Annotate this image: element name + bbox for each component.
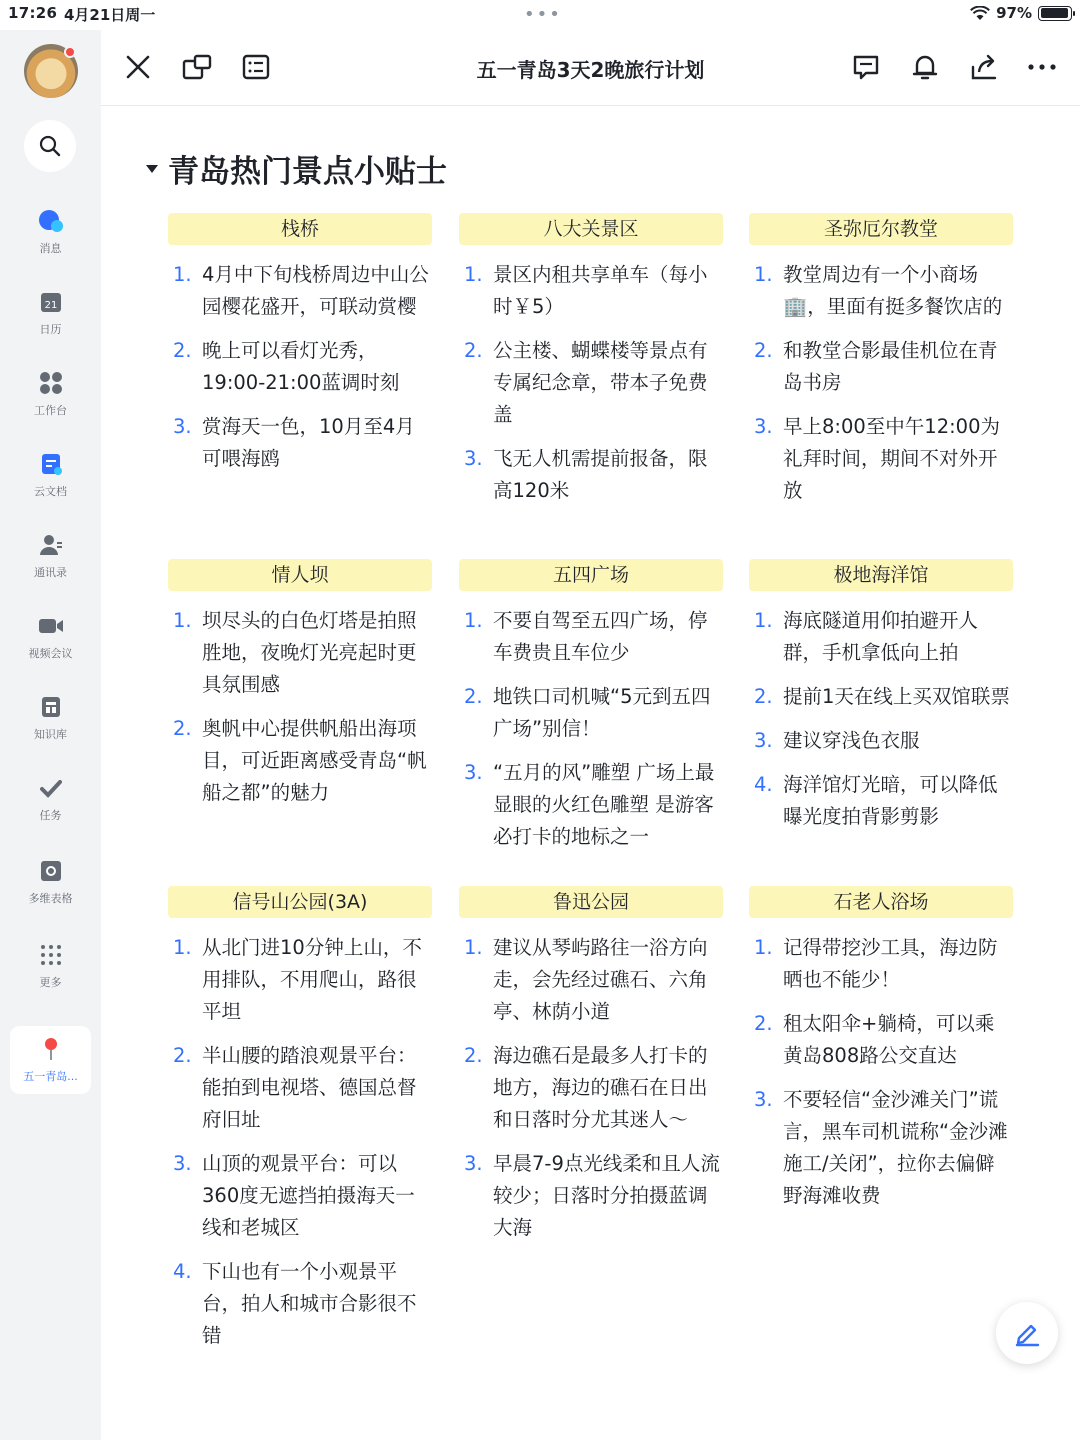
sidebar-item-label: 消息 (39, 242, 62, 255)
tip-text: 海底隧道用仰拍避开人群，手机拿低向上拍 (783, 609, 979, 664)
list-number: 3. (754, 415, 773, 438)
list-number: 3. (754, 729, 773, 752)
sidebar-item-base[interactable] (0, 858, 101, 906)
spot-title: 鲁迅公园 (459, 886, 723, 918)
document-icon (38, 451, 64, 477)
sidebar-item-contacts[interactable] (0, 532, 101, 580)
collapse-caret-icon[interactable] (146, 165, 158, 173)
list-number: 1. (754, 609, 773, 632)
list-item (459, 681, 723, 745)
tip-text: 晚上可以看灯光秀，19:00-21:00蓝调时刻 (202, 339, 400, 394)
more-horizontal-icon (1027, 63, 1057, 71)
tips-list (459, 605, 723, 853)
wifi-icon (970, 6, 990, 21)
list-number: 3. (464, 761, 483, 784)
list-item (749, 1084, 1013, 1212)
tip-text: 赏海天一色，10月至4月可喂海鸥 (202, 415, 415, 470)
list-item (168, 932, 432, 1028)
status-time: 17:26 (8, 4, 58, 22)
list-item (168, 713, 432, 809)
spot-title: 情人坝 (168, 559, 432, 591)
more-dots-icon (38, 942, 64, 968)
sidebar-item-more[interactable] (0, 942, 101, 990)
edit-button[interactable] (996, 1302, 1058, 1364)
tip-text: “五月的风”雕塑 广场上最显眼的火红色雕塑 是游客必打卡的地标之一 (493, 761, 715, 848)
list-number: 2. (173, 339, 192, 362)
list-item (749, 335, 1013, 399)
list-number: 2. (754, 685, 773, 708)
list-number: 2. (754, 1012, 773, 1035)
list-number: 2. (464, 685, 483, 708)
outline-button[interactable] (239, 50, 273, 84)
list-item (459, 757, 723, 853)
comment-icon (852, 54, 880, 80)
task-check-icon (38, 775, 64, 801)
tip-text: 地铁口司机喊“5元到五四广场”别信！ (493, 685, 711, 740)
list-item (168, 1040, 432, 1136)
list-item (749, 259, 1013, 323)
sidebar-item-label: 知识库 (34, 728, 67, 741)
list-item (459, 932, 723, 1028)
tip-text: 教堂周边有一个小商场🏢，里面有挺多餐饮店的 (783, 263, 1003, 318)
location-pin-icon (38, 1036, 64, 1062)
tip-text: 下山也有一个小观景平台，拍人和城市合影很不错 (202, 1260, 417, 1347)
tip-text: 公主楼、蝴蝶楼等景点有专属纪念章，带本子免费盖 (493, 339, 708, 426)
tip-text: 奥帆中心提供帆船出海项目，可近距离感受青岛“帆船之都”的魅力 (202, 717, 427, 804)
doc-title: 五一青岛3天2晚旅行计划 (476, 58, 705, 82)
avatar[interactable] (24, 44, 78, 98)
sidebar-item-label: 视频会议 (28, 647, 73, 660)
share-button[interactable] (967, 50, 1001, 84)
tip-text: 不要轻信“金沙滩关门”谎言，黑车司机谎称“金沙滩施工/关闭”，拉你去偏僻野海滩收费 (783, 1088, 1008, 1207)
list-item (168, 605, 432, 701)
list-number: 3. (173, 415, 192, 438)
tips-list (749, 605, 1013, 833)
sidebar-item-current-doc[interactable] (10, 1026, 91, 1094)
list-number: 3. (754, 1088, 773, 1111)
sidebar-item-label: 工作台 (34, 404, 67, 417)
list-item (459, 335, 723, 431)
list-number: 1. (464, 263, 483, 286)
more-options-button[interactable] (1025, 50, 1059, 84)
list-item (168, 259, 432, 323)
sidebar-item-messages[interactable] (0, 208, 101, 256)
tip-text: 记得带挖沙工具，海边防晒也不能少！ (783, 936, 998, 991)
sidebar-item-calendar[interactable] (0, 289, 101, 337)
tip-text: 不要自驾至五四广场，停车费贵且车位少 (493, 609, 708, 664)
status-date: 4月21日周一 (64, 6, 156, 24)
sidebar-item-label: 云文档 (34, 485, 67, 498)
list-item (459, 443, 723, 507)
new-window-icon (182, 54, 212, 80)
list-number: 2. (173, 717, 192, 740)
tip-text: 海边礁石是最多人打卡的地方，海边的礁石在日出和日落时分尤其迷人～ (493, 1044, 708, 1131)
tip-text: 景区内租共享单车（每小时￥5） (493, 263, 708, 318)
apps-grid-icon (38, 370, 64, 396)
tip-text: 4月中下旬栈桥周边中山公园樱花盛开，可联动赏樱 (202, 263, 429, 318)
list-number: 2. (464, 339, 483, 362)
list-number: 1. (464, 609, 483, 632)
list-item (749, 411, 1013, 507)
sidebar-item-label: 通讯录 (34, 566, 67, 579)
sidebar-item-knowledge-base[interactable] (0, 694, 101, 742)
list-number: 1. (754, 936, 773, 959)
notification-dot (64, 46, 76, 58)
spot-title: 信号山公园(3A) (168, 886, 432, 918)
list-item (459, 1148, 723, 1244)
spot-title: 圣弥厄尔教堂 (749, 213, 1013, 245)
top-toolbar (101, 30, 1080, 106)
list-item (749, 1008, 1013, 1072)
tip-text: 从北门进10分钟上山，不用排队，不用爬山，路很平坦 (202, 936, 422, 1023)
comments-button[interactable] (849, 50, 883, 84)
video-camera-icon (38, 613, 64, 639)
list-item (459, 605, 723, 669)
tip-text: 半山腰的踏浪观景平台：能拍到电视塔、德国总督府旧址 (202, 1044, 417, 1131)
calendar-icon (38, 289, 64, 315)
battery-percent: 97% (996, 4, 1032, 22)
spot-card (459, 213, 723, 519)
battery-icon (1038, 6, 1072, 21)
notifications-button[interactable] (908, 50, 942, 84)
list-number: 3. (464, 1152, 483, 1175)
list-number: 4. (754, 773, 773, 796)
list-number: 1. (464, 936, 483, 959)
list-number: 2. (754, 339, 773, 362)
spot-card (459, 886, 723, 1256)
tips-list (459, 259, 723, 507)
tip-text: 建议从琴屿路往一浴方向走，会先经过礁石、六角亭、林荫小道 (493, 936, 708, 1023)
contacts-icon (38, 532, 64, 558)
list-number: 1. (173, 609, 192, 632)
multitask-dots-icon[interactable]: ••• (524, 4, 562, 25)
close-icon (125, 54, 151, 80)
spot-card (749, 559, 1013, 845)
list-number: 2. (464, 1044, 483, 1067)
tip-text: 建议穿浅色衣服 (783, 729, 920, 752)
bell-icon (912, 53, 938, 81)
tip-text: 提前1天在线上买双馆联票 (783, 685, 1010, 708)
list-item (749, 605, 1013, 669)
spot-title: 五四广场 (459, 559, 723, 591)
list-number: 2. (173, 1044, 192, 1067)
list-item (459, 1040, 723, 1136)
base-table-icon (38, 858, 64, 884)
spot-card (168, 213, 432, 487)
sidebar-item-label: 日历 (39, 323, 62, 336)
tip-text: 早晨7-9点光线柔和且人流较少；日落时分拍摄蓝调大海 (493, 1152, 720, 1239)
sidebar-item-label: 多维表格 (28, 892, 73, 905)
spot-card (168, 886, 432, 1364)
tip-text: 海洋馆灯光暗，可以降低曝光度拍背影剪影 (783, 773, 998, 828)
tips-list (749, 932, 1013, 1212)
status-bar (0, 0, 1080, 30)
spot-card (459, 559, 723, 865)
spot-card (749, 886, 1013, 1224)
svg-text:21: 21 (44, 300, 57, 311)
tip-text: 坝尽头的白色灯塔是拍照胜地，夜晚灯光亮起时更具氛围感 (202, 609, 417, 696)
search-button[interactable] (24, 120, 76, 172)
list-item (749, 932, 1013, 996)
list-item (168, 335, 432, 399)
list-number: 1. (173, 263, 192, 286)
list-item (168, 411, 432, 475)
search-icon (38, 134, 62, 158)
list-number: 1. (754, 263, 773, 286)
tips-list (168, 932, 432, 1352)
list-item (459, 259, 723, 323)
sidebar-item-tasks[interactable] (0, 775, 101, 823)
outline-list-icon (242, 54, 270, 80)
sidebar-item-label: 任务 (39, 809, 62, 822)
tip-text: 飞无人机需提前报备，限高120米 (493, 447, 708, 502)
tip-text: 租太阳伞+躺椅，可以乘黄岛808路公交直达 (783, 1012, 995, 1067)
list-number: 3. (464, 447, 483, 470)
section-title: 青岛热门景点小贴士 (168, 154, 447, 190)
tip-text: 早上8:00至中午12:00为礼拜时间，期间不对外开放 (783, 415, 1000, 502)
list-item (749, 725, 1013, 757)
tips-list (168, 259, 432, 475)
sidebar-item-workplace[interactable] (0, 370, 101, 418)
spot-title: 八大关景区 (459, 213, 723, 245)
spot-card (168, 559, 432, 821)
tips-list (459, 932, 723, 1244)
sidebar-item-label: 更多 (39, 976, 62, 989)
knowledge-base-icon (38, 694, 64, 720)
sidebar-item-docs[interactable] (0, 451, 101, 499)
list-number: 3. (173, 1152, 192, 1175)
list-item (749, 681, 1013, 713)
spot-title: 栈桥 (168, 213, 432, 245)
tip-text: 和教堂合影最佳机位在青岛书房 (783, 339, 998, 394)
list-item (749, 769, 1013, 833)
spot-card (749, 213, 1013, 519)
list-number: 4. (173, 1260, 192, 1283)
spot-title: 石老人浴场 (749, 886, 1013, 918)
sidebar-item-label: 五一青岛... (23, 1070, 78, 1083)
list-item (168, 1148, 432, 1244)
list-item (168, 1256, 432, 1352)
section-heading[interactable] (146, 146, 447, 191)
close-button[interactable] (121, 50, 155, 84)
tip-text: 山顶的观景平台：可以360度无遮挡拍摄海天一线和老城区 (202, 1152, 415, 1239)
pencil-icon (1013, 1319, 1041, 1347)
share-icon (970, 53, 998, 81)
sidebar (0, 30, 101, 1440)
list-number: 1. (173, 936, 192, 959)
new-window-button[interactable] (180, 50, 214, 84)
chat-bubble-icon (38, 208, 64, 234)
spot-title: 极地海洋馆 (749, 559, 1013, 591)
sidebar-item-video-meeting[interactable] (0, 613, 101, 661)
tips-list (749, 259, 1013, 507)
tips-list (168, 605, 432, 809)
